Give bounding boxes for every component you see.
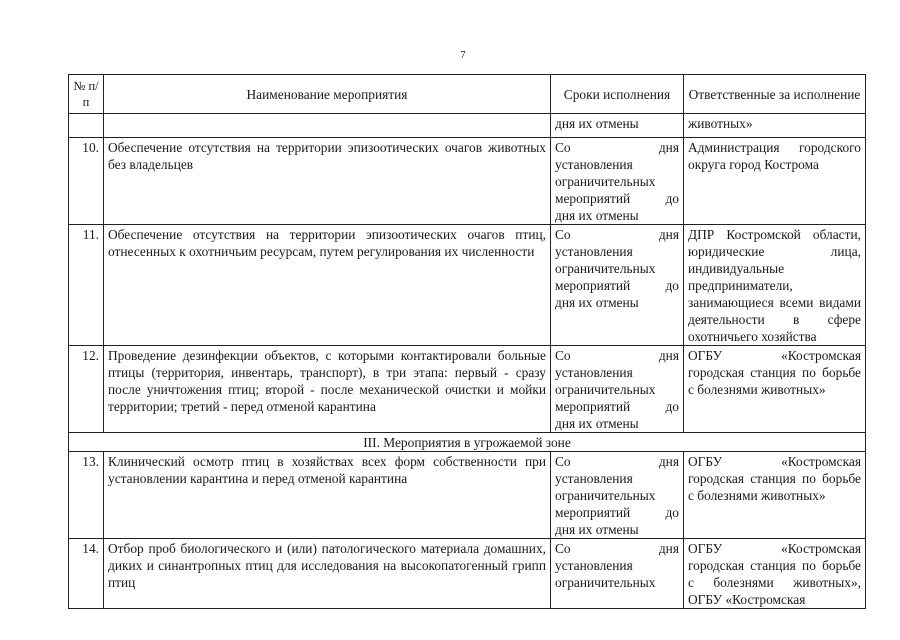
cell-deadline: дня их отмены — [551, 114, 684, 138]
deadline-line: установления — [555, 471, 633, 486]
header-num: № п/п — [69, 75, 104, 114]
deadline-line: установления — [555, 157, 633, 172]
cell-num: 11. — [69, 225, 104, 346]
cell-name: Обеспечение отсутствия на территории эпизоотических очагов птиц, отнесенных к охотничьим ресурсам, путем регулирования их численности — [104, 225, 551, 346]
cell-deadline — [551, 452, 684, 539]
cell-responsible: животных» — [684, 114, 866, 138]
deadline-line: мероприятий до — [555, 191, 679, 206]
deadline-line: мероприятий до — [555, 399, 679, 414]
measures-table — [68, 74, 866, 609]
table-row — [69, 346, 866, 433]
cell-deadline — [551, 539, 684, 609]
table-row — [69, 225, 866, 346]
cell-num: 10. — [69, 138, 104, 225]
cell-num: 13. — [69, 452, 104, 539]
deadline-line: установления — [555, 244, 633, 259]
deadline-line: установления — [555, 365, 633, 380]
cell-responsible: ОГБУ «Костромская городская станция по борьбе с болезнями животных», ОГБУ «Костромская — [684, 539, 866, 609]
cell-name: Обеспечение отсутствия на территории эпизоотических очагов животных без владельцев — [104, 138, 551, 225]
deadline-line: ограничительных — [555, 261, 656, 276]
cell-num: 12. — [69, 346, 104, 433]
table-row — [69, 539, 866, 609]
deadline-line: ограничительных — [555, 575, 656, 590]
table-row — [69, 114, 866, 138]
cell-deadline — [551, 346, 684, 433]
deadline-line: Со дня — [555, 348, 679, 363]
deadline-line: ограничительных — [555, 488, 656, 503]
cell-responsible: ДПР Костромской области, юридические лица, индивидуальные предприниматели, занимающиеся всеми видами деятельности в сфере охотничьего хозяйства — [684, 225, 866, 346]
cell-name: Клинический осмотр птиц в хозяйствах всех форм собственности при установлении карантина и перед отменой карантина — [104, 452, 551, 539]
section-title: III. Мероприятия в угрожаемой зоне — [69, 433, 866, 452]
cell-deadline — [551, 138, 684, 225]
deadline-line: Со дня — [555, 541, 679, 556]
header-name: Наименование мероприятия — [104, 75, 551, 114]
deadline-line: ограничительных — [555, 174, 656, 189]
cell-responsible: ОГБУ «Костромская городская станция по борьбе с болезнями животных» — [684, 452, 866, 539]
deadline-line: ограничительных — [555, 382, 656, 397]
deadline-line: Со дня — [555, 227, 679, 242]
header-deadline: Сроки исполнения — [551, 75, 684, 114]
cell-name: Отбор проб биологического и (или) патологического материала домашних, диких и синантропных птиц для исследования на высокопатогенный грипп птиц — [104, 539, 551, 609]
deadline-line: установления — [555, 558, 633, 573]
deadline-line: мероприятий до — [555, 505, 679, 520]
deadline-line: дня их отмены — [555, 522, 639, 537]
cell-deadline — [551, 225, 684, 346]
page-number: 7 — [460, 49, 466, 61]
deadline-line: дня их отмены — [555, 416, 639, 431]
section-row — [69, 433, 866, 452]
cell-num: 14. — [69, 539, 104, 609]
deadline-line: мероприятий до — [555, 278, 679, 293]
table-header-row — [69, 75, 866, 114]
cell-responsible: Администрация городского округа город Кострома — [684, 138, 866, 225]
deadline-line: дня их отмены — [555, 208, 639, 223]
deadline-line: Со дня — [555, 454, 679, 469]
cell-num — [69, 114, 104, 138]
cell-name — [104, 114, 551, 138]
table-row — [69, 452, 866, 539]
deadline-line: дня их отмены — [555, 295, 639, 310]
table-row — [69, 138, 866, 225]
cell-responsible: ОГБУ «Костромская городская станция по борьбе с болезнями животных» — [684, 346, 866, 433]
deadline-line: Со дня — [555, 140, 679, 155]
cell-name: Проведение дезинфекции объектов, с которыми контактировали больные птицы (территория, инвентарь, транспорт), в три этапа: первый - сразу после уничтожения птиц; второй - после механической очистки и мойки территории; третий - перед отменой карантина — [104, 346, 551, 433]
header-responsible: Ответственные за исполнение — [684, 75, 866, 114]
